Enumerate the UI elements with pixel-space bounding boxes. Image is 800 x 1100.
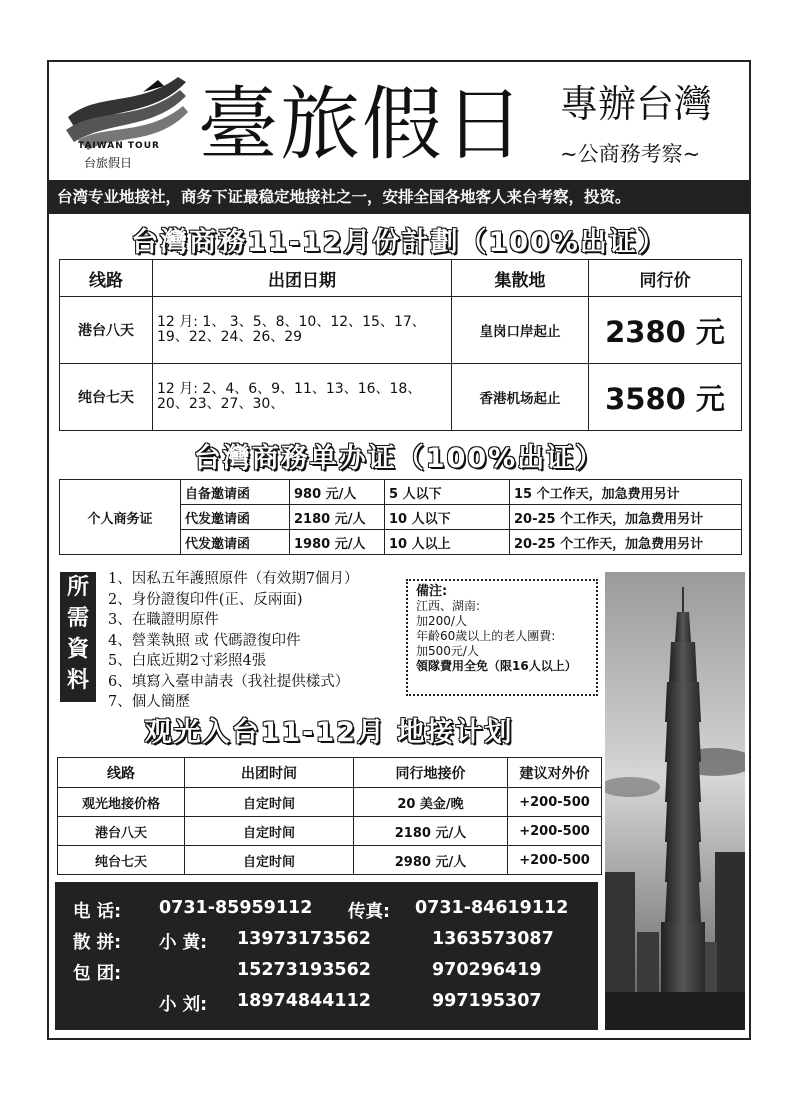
gather-cell: 香港机场起止 (452, 364, 589, 431)
table-header-row (60, 260, 742, 297)
group-size-cell: 10 人以上 (385, 530, 510, 555)
header-gather: 集散地 (452, 260, 589, 297)
visa-price-cell: 1980 元/人 (290, 530, 385, 555)
table-row (60, 297, 742, 364)
business-plan-table (59, 259, 742, 431)
header-route: 线路 (60, 260, 153, 297)
list-item: 2、身份證復印件(正、反兩面) (108, 591, 303, 608)
processing-time-cell: 15 个工作天，加急费用另计 (510, 480, 742, 505)
tel-number[interactable]: 0731-85959112 (159, 898, 313, 918)
cell: 2980 元/人 (354, 846, 508, 875)
brand-title: 臺旅假日 (198, 78, 526, 171)
header-price: 同行价 (589, 260, 742, 297)
phone-number[interactable]: 970296419 (432, 960, 542, 980)
remarks-title: 備注: (416, 584, 448, 599)
remarks-box (406, 579, 598, 696)
header-suggested: 建议对外价 (508, 758, 602, 788)
route-cell: 纯台七天 (60, 364, 153, 431)
contact-name: 小 黄: (159, 933, 208, 953)
table-header-row (58, 758, 602, 788)
cell: 2180 元/人 (354, 817, 508, 846)
gather-cell: 皇岗口岸起止 (452, 297, 589, 364)
cell: +200-500 (508, 846, 602, 875)
table-row (58, 788, 602, 817)
remarks-line: 年齡60歲以上的老人團費: (416, 629, 556, 643)
list-item: 7、個人簡歷 (108, 694, 190, 710)
cell: 自定时间 (185, 817, 354, 846)
contact-panel (55, 882, 598, 1030)
header-route: 线路 (58, 758, 185, 788)
cell: 纯台七天 (58, 846, 185, 875)
cell: 自定时间 (185, 846, 354, 875)
remarks-line: 加200/人 (416, 614, 467, 628)
fax-number[interactable]: 0731-84619112 (415, 898, 569, 918)
tel-label: 电 话: (73, 902, 122, 922)
group-size-cell: 10 人以下 (385, 505, 510, 530)
group-size-cell: 5 人以下 (385, 480, 510, 505)
remarks-line: 領隊費用全免（限16人以上） (416, 659, 577, 673)
sub-slogan: ~公商務考察~ (560, 142, 701, 166)
phone-number[interactable]: 13973173562 (237, 929, 371, 949)
remarks-line: 加500元/人 (416, 644, 479, 658)
list-item: 5、白底近期2寸彩照4張 (108, 653, 267, 669)
phone-number[interactable]: 1363573087 (432, 929, 554, 949)
scatter-label: 散 拼: (73, 933, 122, 953)
cell: +200-500 (508, 817, 602, 846)
phone-number[interactable]: 997195307 (432, 991, 542, 1011)
visa-type-label: 个人商务证 (60, 480, 181, 555)
taipei-101-photo (605, 572, 745, 1030)
cell: 观光地接价格 (58, 788, 185, 817)
section-visa-title: 台灣商務单办证（100%出证） (193, 443, 605, 474)
cell: 港台八天 (58, 817, 185, 846)
contact-name: 小 刘: (159, 995, 208, 1015)
dates-cell: 12 月: 2、4、6、9、11、13、16、18、20、23、27、30、 (153, 364, 452, 431)
visa-price-cell: 980 元/人 (290, 480, 385, 505)
table-row (60, 480, 742, 505)
invite-type-cell: 自备邀请函 (181, 480, 290, 505)
visa-price-cell: 2180 元/人 (290, 505, 385, 530)
header-time: 出团时间 (185, 758, 354, 788)
tag-char: 資 (66, 637, 89, 662)
invite-type-cell: 代发邀请函 (181, 505, 290, 530)
sightseeing-table (57, 757, 602, 875)
intro-banner: 台湾专业地接社，商务下证最稳定地接社之一，安排全国各地客人来台考察，投资。 (49, 180, 749, 214)
route-cell: 港台八天 (60, 297, 153, 364)
group-label: 包 团: (73, 964, 122, 984)
header-dates: 出团日期 (153, 260, 452, 297)
cell: 自定时间 (185, 788, 354, 817)
logo-english-text: TAIWAN TOUR (78, 141, 160, 151)
processing-time-cell: 20-25 个工作天，加急费用另计 (510, 530, 742, 555)
table-row (58, 817, 602, 846)
section-business-plan-title: 台灣商務11-12月份計劃（100%出证） (131, 227, 667, 258)
remarks-line: 江西、湖南: (416, 599, 481, 613)
tag-char: 需 (66, 606, 89, 631)
required-docs-list (108, 569, 358, 713)
list-item: 1、因私五年護照原件（有效期7個月） (108, 571, 359, 587)
fax-label: 传真: (348, 902, 390, 922)
processing-time-cell: 20-25 个工作天，加急费用另计 (510, 505, 742, 530)
list-item: 6、填寫入臺申請表（我社提供樣式） (108, 673, 350, 690)
table-row (58, 846, 602, 875)
cell: 20 美金/晚 (354, 788, 508, 817)
header-price: 同行地接价 (354, 758, 508, 788)
phone-number[interactable]: 15273193562 (237, 960, 371, 980)
cell: +200-500 (508, 788, 602, 817)
list-item: 3、在職證明原件 (108, 612, 219, 628)
table-row (60, 364, 742, 431)
price-cell: 3580 元 (589, 364, 742, 431)
dates-cell: 12 月: 1、 3、5、8、10、12、15、17、19、22、24、26、29 (153, 297, 452, 364)
phone-number[interactable]: 18974844112 (237, 991, 371, 1011)
required-docs-tag (60, 572, 96, 702)
tag-char: 所 (66, 575, 89, 600)
price-cell: 2380 元 (589, 297, 742, 364)
section-sightseeing-title: 观光入台11-12月 地接计划 (144, 717, 514, 748)
visa-table (59, 479, 742, 555)
invite-type-cell: 代发邀请函 (181, 530, 290, 555)
tag-char: 料 (66, 668, 89, 693)
logo-chinese-text: 台旅假日 (84, 156, 133, 170)
list-item: 4、營業執照 或 代碼證復印件 (108, 632, 301, 649)
slogan: 專辦台灣 (560, 82, 713, 126)
